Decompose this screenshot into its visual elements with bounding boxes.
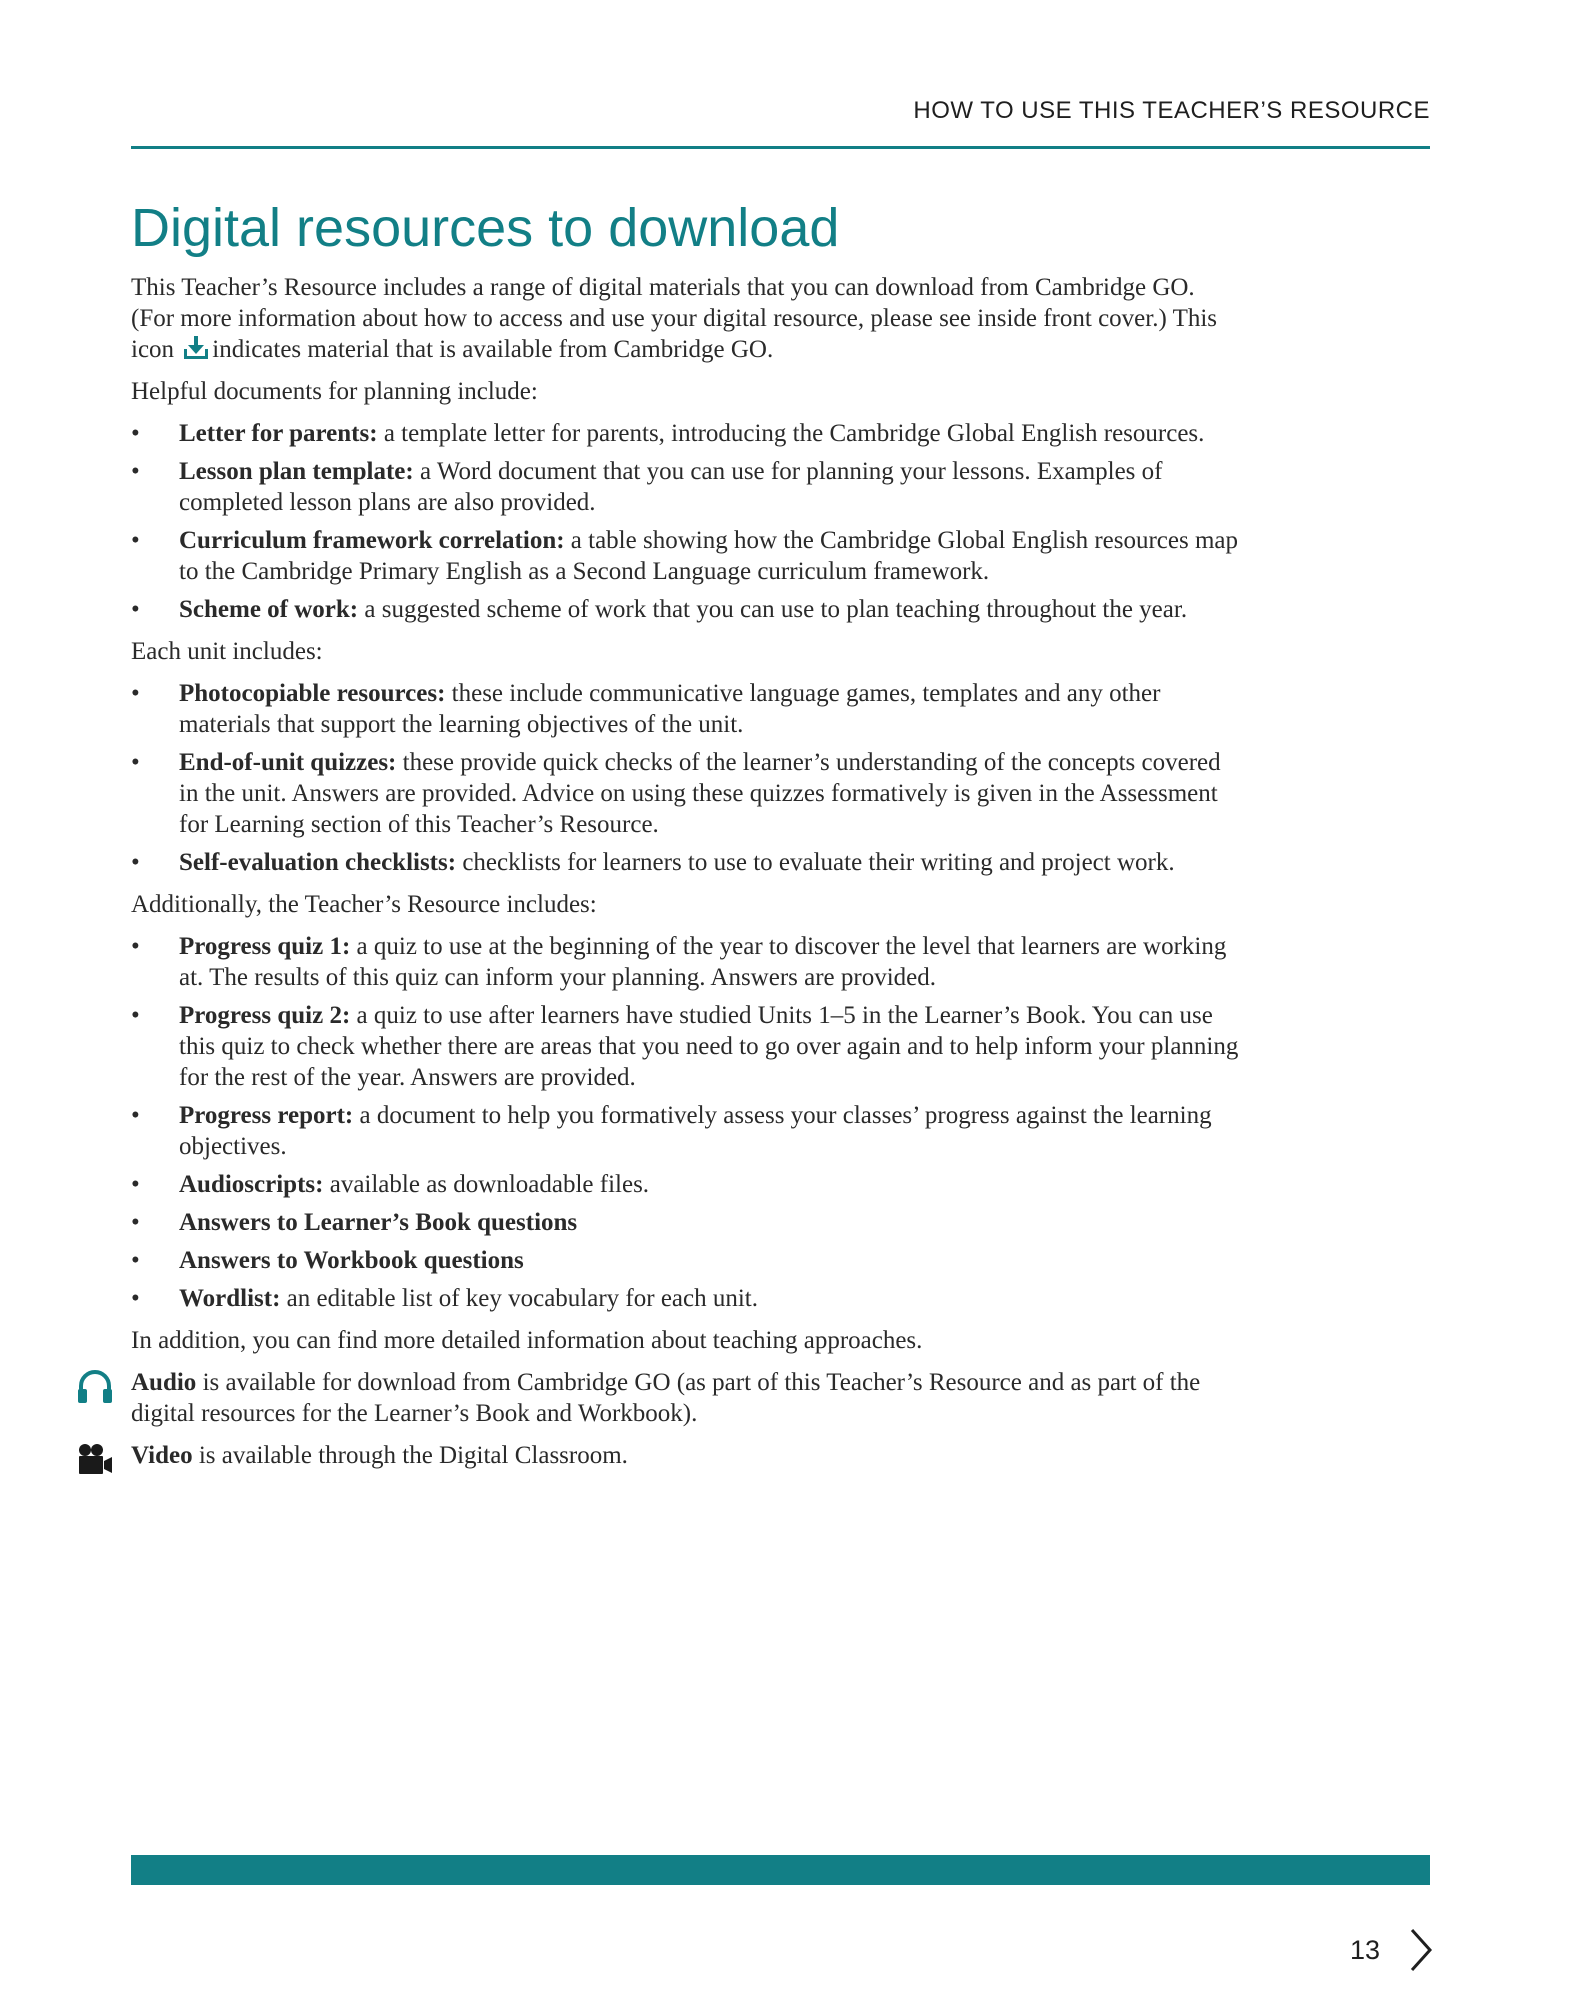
page-title: Digital resources to download: [131, 198, 840, 258]
item-term: Self-evaluation checklists:: [179, 849, 457, 876]
item-term: Letter for parents:: [179, 420, 378, 447]
video-note: [131, 1440, 1241, 1471]
intro-text: This Teacher’s Resource includes a range of digital materials that you can download from Cambridge GO. (For more information about how to access and use your digital resource, please see inside front cover.) This icon: [131, 274, 1218, 363]
header-title: HOW TO USE THIS TEACHER’S RESOURCE: [913, 97, 1430, 124]
item-text: a quiz to use after learners have studied Units 1–5 in the Learner’s Book. You can use this quiz to check whether there are areas that you need to go over again and to help inform your planning for the rest of the year. Answers are provided.: [179, 1002, 1239, 1091]
item-term: Progress quiz 1:: [179, 933, 351, 960]
audio-text: is available for download from Cambridge GO (as part of this Teacher’s Resource and as part of the digital resources for the Learner’s Book and Workbook).: [131, 1369, 1201, 1427]
list-item: [131, 1245, 1241, 1276]
item-text: these include communicative language games, templates and any other materials that support the learning objectives of the unit.: [179, 680, 1161, 738]
list-item: [131, 456, 1241, 518]
footer-bar: [131, 1855, 1430, 1885]
item-text: a Word document that you can use for planning your lessons. Examples of completed lesson plans are also provided.: [179, 458, 1163, 516]
list-item: [131, 1100, 1241, 1162]
intro-paragraph: [131, 272, 1241, 365]
list-item: [131, 847, 1241, 878]
list-item: [131, 525, 1241, 587]
running-header: [131, 96, 1430, 149]
closing-paragraph: In addition, you can find more detailed information about teaching approaches.: [131, 1327, 923, 1354]
video-text: is available through the Digital Classroom.: [192, 1442, 628, 1469]
chevron-right-icon[interactable]: [1408, 1927, 1434, 1973]
intro-text-after: indicates material that is available from Cambridge GO.: [212, 336, 774, 363]
unit-lead: Each unit includes:: [131, 638, 323, 665]
item-text: a suggested scheme of work that you can use to plan teaching throughout the year.: [358, 596, 1188, 623]
additional-list: [131, 931, 1241, 1314]
list-item: [131, 1000, 1241, 1093]
item-term: Progress report:: [179, 1102, 354, 1129]
item-term: Audioscripts:: [179, 1171, 324, 1198]
planning-lead: Helpful documents for planning include:: [131, 378, 538, 405]
item-term: Answers to Workbook questions: [179, 1247, 524, 1274]
list-item: [131, 747, 1241, 840]
headphones-icon: [76, 1368, 114, 1406]
audio-note: [131, 1367, 1241, 1429]
item-text: a template letter for parents, introducing the Cambridge Global English resources.: [377, 420, 1205, 447]
list-item: [131, 1169, 1241, 1200]
list-item: [131, 418, 1241, 449]
item-term: Curriculum framework correlation:: [179, 527, 565, 554]
list-item: [131, 1283, 1241, 1314]
planning-list: [131, 418, 1241, 625]
list-item: [131, 678, 1241, 740]
item-text: a quiz to use at the beginning of the year to discover the level that learners are working at. The results of this quiz can inform your planning. Answers are provided.: [179, 933, 1227, 991]
item-term: Wordlist:: [179, 1285, 281, 1312]
additional-lead: Additionally, the Teacher’s Resource includes:: [131, 891, 597, 918]
list-item: [131, 1207, 1241, 1238]
video-camera-icon: [76, 1441, 114, 1479]
video-term: Video: [131, 1442, 193, 1469]
item-text: checklists for learners to use to evaluate their writing and project work.: [456, 849, 1175, 876]
item-text: an editable list of key vocabulary for each unit.: [280, 1285, 759, 1312]
item-term: Scheme of work:: [179, 596, 359, 623]
item-term: Progress quiz 2:: [179, 1002, 351, 1029]
unit-list: [131, 678, 1241, 878]
page-number: 13: [1349, 1935, 1380, 1965]
main-content: [131, 272, 1241, 1482]
item-term: End-of-unit quizzes:: [179, 749, 397, 776]
item-text: a table showing how the Cambridge Global English resources map to the Cambridge Primary English as a Second Language curriculum framework.: [179, 527, 1239, 585]
item-term: Answers to Learner’s Book questions: [179, 1209, 578, 1236]
list-item: [131, 594, 1241, 625]
item-text: these provide quick checks of the learner’s understanding of the concepts covered in the unit. Answers are provided. Advice on using these quizzes formatively is given in the Assessment for Learning section of this Teacher’s Resource.: [179, 749, 1221, 838]
item-text: available as downloadable files.: [323, 1171, 650, 1198]
list-item: [131, 931, 1241, 993]
item-term: Photocopiable resources:: [179, 680, 446, 707]
download-icon: [182, 335, 210, 361]
audio-term: Audio: [131, 1369, 197, 1396]
item-text: a document to help you formatively assess your classes’ progress against the learning objectives.: [179, 1102, 1212, 1160]
item-term: Lesson plan template:: [179, 458, 414, 485]
